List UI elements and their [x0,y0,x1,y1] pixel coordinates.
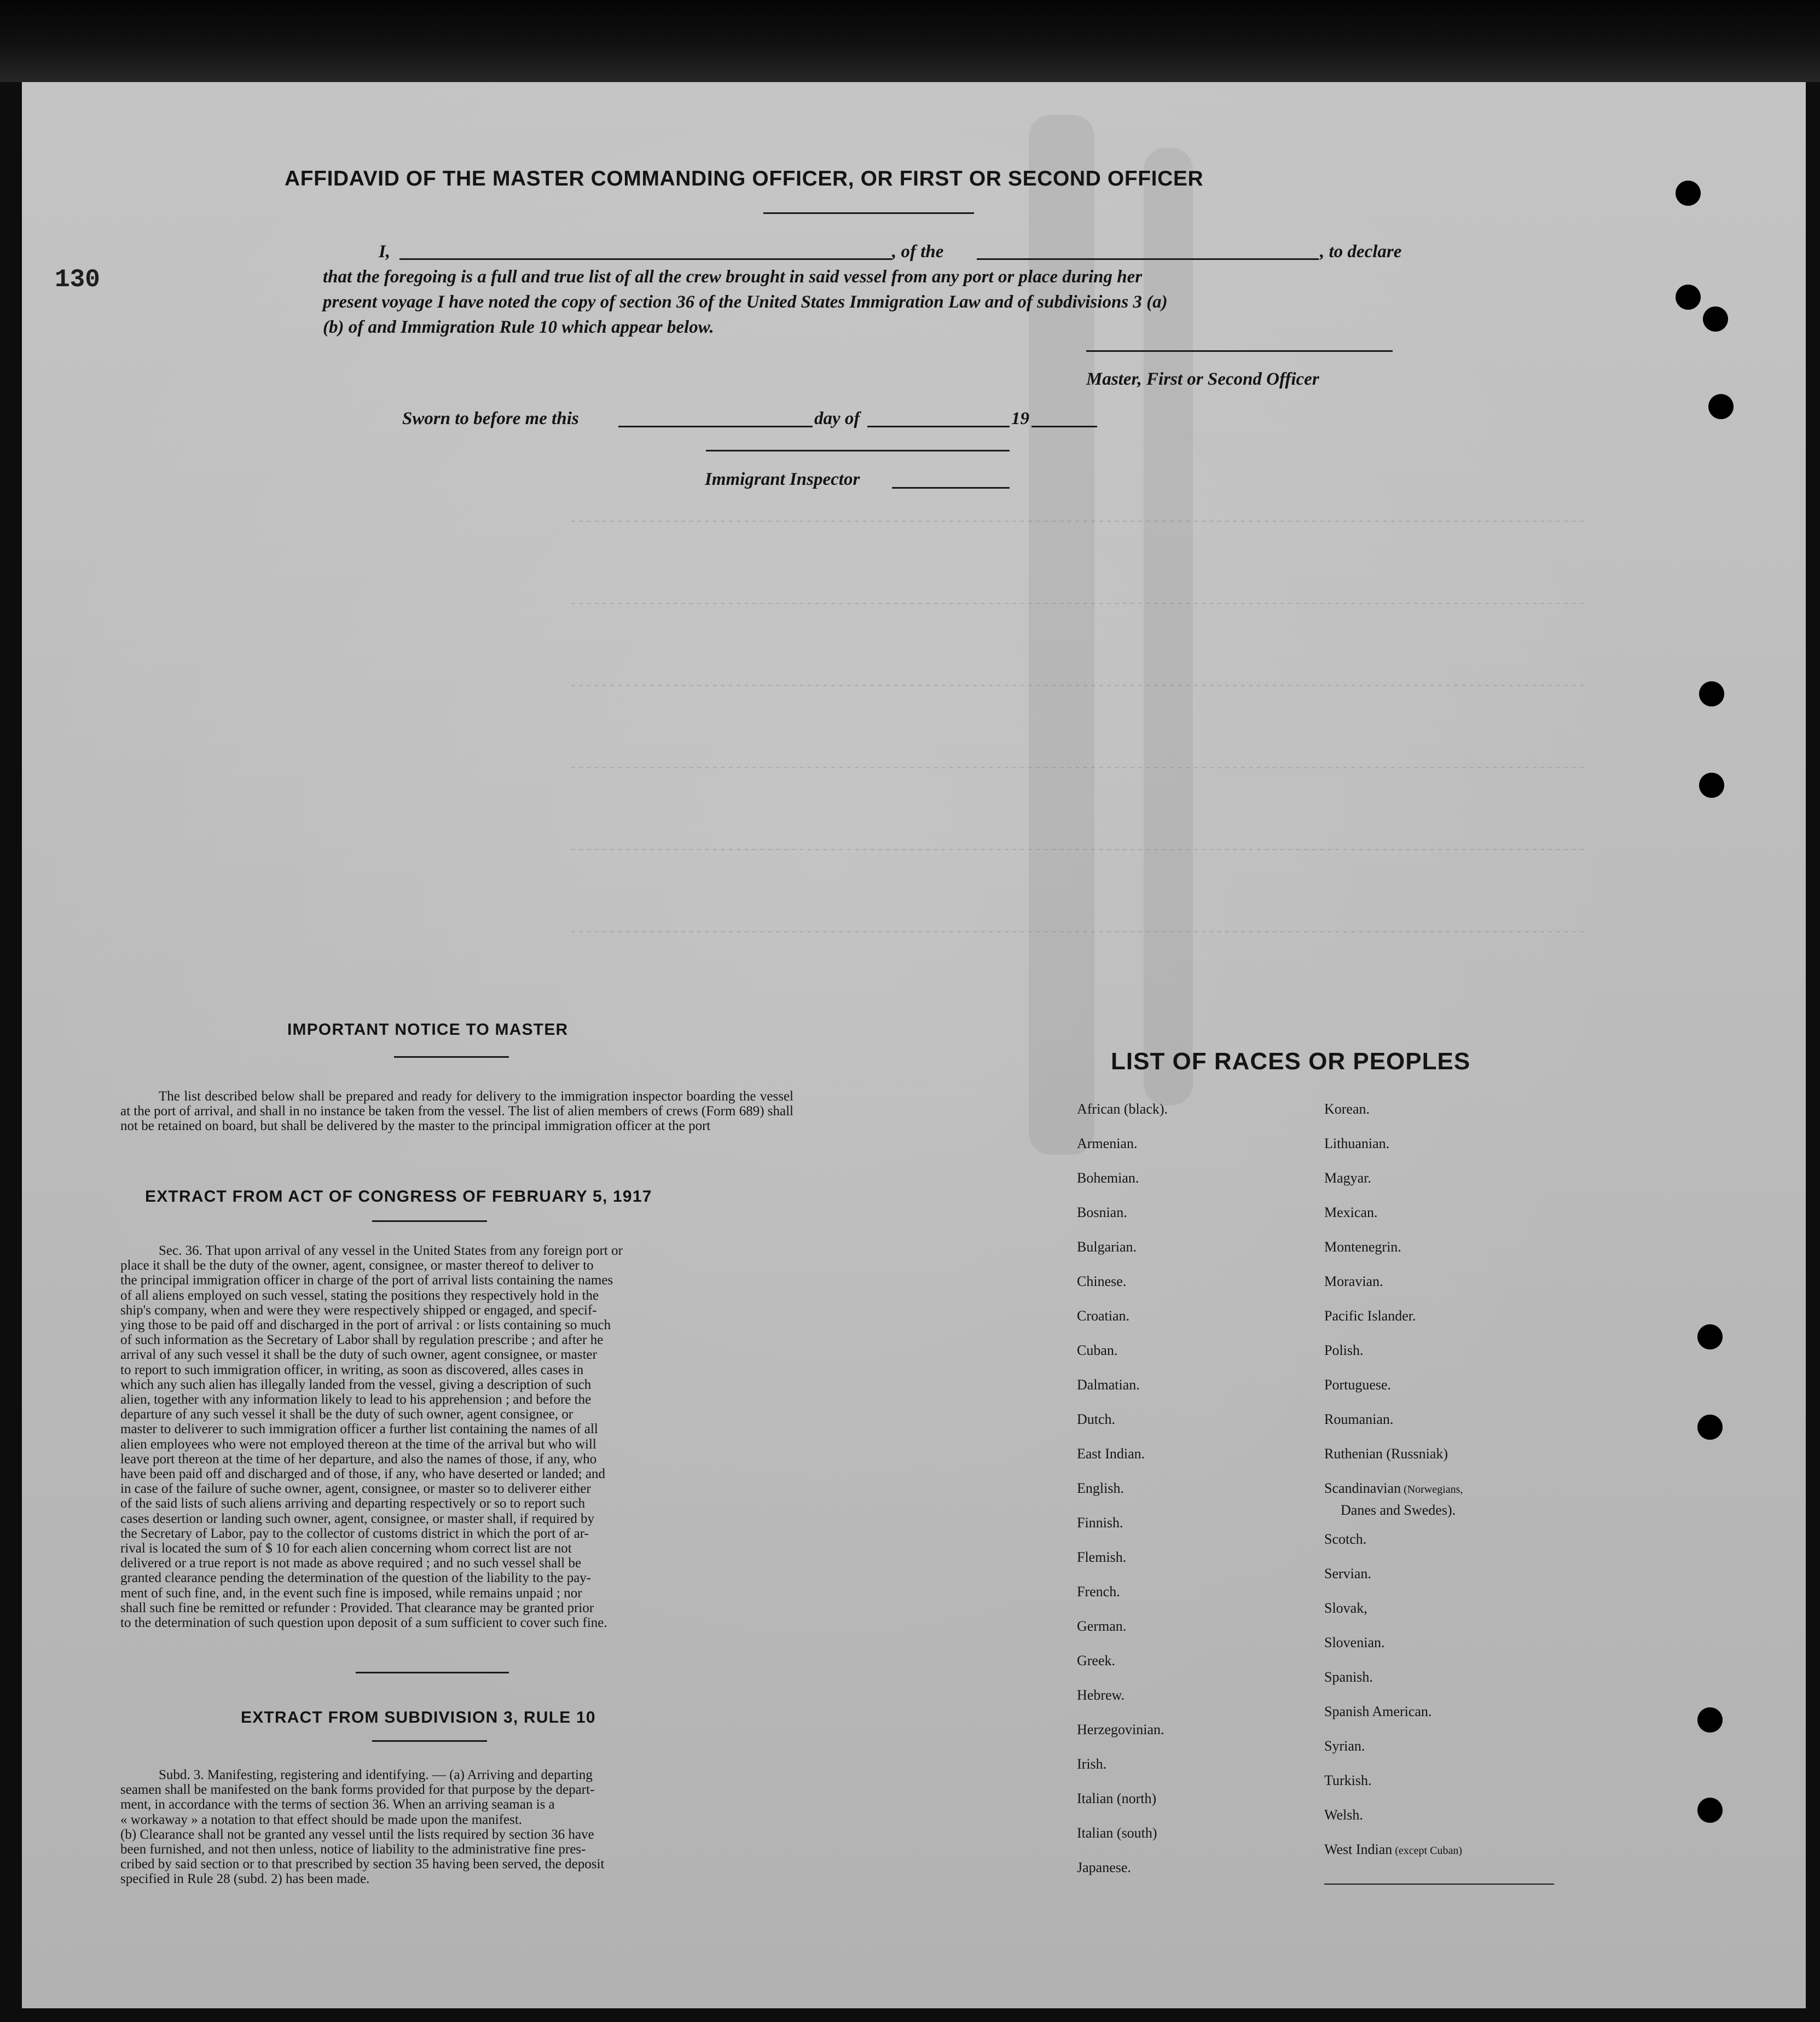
act-line: ment of such fine, and, in the event such fine is imposed, while remains unpaid ; nor [120,1585,582,1601]
act-line: which any such alien has illegally landed from the vessel, giving a description of such [120,1377,592,1392]
race-item-left [1077,1446,1145,1462]
bleed-through-text: --------------------------------------------------------------------------------------------------------------------------------- [569,679,1586,693]
act-line: in case of the failure of suche owner, agent, consignee, or master so to deliverer either [120,1481,591,1497]
affidavit-line-3: present voyage I have noted the copy of section 36 of the United States Immigration Law and of subdivisions 3 (a) [323,292,1168,312]
notice-title: IMPORTANT NOTICE TO MASTER [287,1021,569,1039]
act-line: arrival of any such vessel it shall be the duty of such owner, agent consignee, or master [120,1347,597,1363]
race-name: Bohemian. [1077,1170,1139,1186]
act-line: have been paid off and discharged and of those, if any, who have deserted or landed; and [120,1467,606,1482]
race-name: Moravian. [1324,1273,1383,1289]
rule-line: « workaway » a notation to that effect should be made upon the manifest. [120,1812,523,1827]
act-line: of such information as the Secretary of Labor shall by regulation prescribe ; and after he [120,1332,604,1348]
master-signature-line [1086,350,1393,352]
act-line: departure of any such vessel it shall be the duty of such owner, agent consignee, or [120,1407,573,1422]
race-name: Roumanian. [1324,1411,1394,1427]
affidavit-line-1 [379,242,390,262]
act-line: place it shall be the duty of the owner, agent, consignee, or master thereof to deliver to [120,1258,594,1273]
race-item-right [1324,1531,1366,1548]
race-item-left [1077,1722,1164,1738]
scan-top-edge [0,0,1820,82]
race-item-left [1077,1618,1126,1635]
race-name: African (black). [1077,1101,1168,1117]
bleed-through-band [1144,148,1193,1105]
race-name: Spanish American. [1324,1704,1432,1719]
race-item-right [1324,1566,1371,1582]
race-item-right [1324,1342,1364,1359]
act-line: to the determination of such question upon deposit of a sum sufficient to cover such fine. [120,1615,607,1631]
act-line: shall such fine be remitted or refunder : Provided. That clearance may be granted prior [120,1600,594,1615]
race-item-left [1077,1549,1126,1566]
race-note: (except Cuban) [1392,1845,1462,1857]
act-line: rival is located the sum of $ 10 for each alien concerning whom correct list are not [120,1541,572,1556]
sworn-month-blank [867,426,1010,427]
race-item-left [1077,1204,1127,1221]
race-name: Montenegrin. [1324,1239,1401,1255]
rule-line: been furnished, and not then unless, notice of liability to the administrative fine pres- [120,1842,586,1857]
act-title: EXTRACT FROM ACT OF CONGRESS OF FEBRUARY 5, 1917 [145,1187,652,1206]
race-name: Ruthenian (Russniak) [1324,1446,1448,1462]
race-name: Italian (south) [1077,1825,1157,1841]
race-item-left [1077,1342,1117,1359]
race-item-right [1324,1273,1383,1290]
race-note: (Norwegians, [1401,1484,1463,1496]
act-lines [120,1243,796,1630]
punch-hole [1697,1707,1723,1733]
margin-number: 130 [55,265,100,294]
punch-hole [1703,306,1728,332]
race-name: West Indian [1324,1841,1393,1857]
race-name: German. [1077,1618,1127,1634]
act-line: of the said lists of such aliens arriving and departing respectively or so to report such [120,1496,586,1511]
race-item-right [1324,1635,1385,1651]
act-line: cases desertion or landing such owner, agent, consignee, or master shall, if required by [120,1511,595,1526]
race-item-left [1077,1480,1124,1497]
affidavit-line-4: (b) of and Immigration Rule 10 which appear below. [323,317,714,337]
act-end-rule [356,1672,509,1673]
race-name: Hebrew. [1077,1687,1125,1703]
race-item-left [1077,1239,1137,1255]
race-item-left [1077,1756,1106,1772]
act-line: ying those to be paid off and discharged in the port of arrival : or lists containing so much [120,1318,611,1333]
race-item-right [1324,1446,1448,1462]
race-item-left [1077,1515,1123,1531]
punch-hole [1676,181,1701,206]
act-line: delivered or a true report is not made as above required ; and no such vessel shall be [120,1556,582,1571]
race-name: Slovenian. [1324,1635,1385,1650]
race-item-left [1077,1170,1139,1186]
race-item-right [1324,1480,1463,1497]
bleed-through-text: --------------------------------------------------------------------------------------------------------------------------------- [569,761,1586,775]
affidavit-line1-a: I, [379,242,391,262]
race-name: East Indian. [1077,1446,1145,1462]
punch-hole [1699,681,1724,706]
act-line: granted clearance pending the determination of the question of the liability to the pay- [120,1571,592,1586]
rule-title: EXTRACT FROM SUBDIVISION 3, RULE 10 [241,1708,596,1726]
rule-line: (b) Clearance shall not be granted any vessel until the lists required by section 36 have [120,1827,594,1842]
punch-hole [1697,1798,1723,1823]
sworn-date-blank [618,426,813,427]
race-item-left [1077,1791,1156,1807]
act-line: Sec. 36. That upon arrival of any vessel in the United States from any foreign port or [159,1243,623,1258]
race-name: Croatian. [1077,1308,1130,1324]
races-end-rule [1324,1884,1554,1885]
race-name: Irish. [1077,1756,1107,1772]
act-line: master to deliverer to such immigration officer a further list containing the names of all [120,1422,598,1437]
race-item-right [1324,1204,1377,1221]
act-line: the Secretary of Labor, pay to the collector of customs district in which the port of ar- [120,1526,589,1541]
race-item-left [1077,1308,1129,1324]
sworn-year: 19 [1011,409,1029,428]
race-name: Japanese. [1077,1859,1131,1875]
race-name: Italian (north) [1077,1791,1157,1806]
race-item-right [1324,1841,1462,1858]
rule-line: cribed by said section or to that prescribed by section 35 having been served, the deposit [120,1857,605,1872]
race-item-right [1324,1377,1391,1393]
race-item-left [1077,1377,1140,1393]
race-item-right [1324,1807,1363,1823]
race-item-right [1324,1135,1389,1152]
race-name: Turkish. [1324,1772,1372,1788]
race-name: Slovak, [1324,1600,1367,1616]
race-name: Spanish. [1324,1669,1373,1685]
race-item-left [1077,1859,1131,1876]
race-item-left [1077,1101,1168,1117]
race-name: Polish. [1324,1342,1364,1358]
act-line: to report to such immigration officer, in writing, as soon as discovered, alles cases in [120,1362,584,1377]
vessel-blank [977,258,1319,260]
race-name: Dalmatian. [1077,1377,1140,1393]
race-name: Lithuanian. [1324,1135,1390,1151]
race-name: Magyar. [1324,1170,1371,1186]
race-name: Cuban. [1077,1342,1118,1358]
race-name: Syrian. [1324,1738,1365,1754]
race-name: French. [1077,1584,1120,1600]
race-name: Chinese. [1077,1273,1127,1289]
race-name: Finnish. [1077,1515,1123,1531]
act-text [120,1243,796,1630]
race-item-right [1324,1704,1431,1720]
race-name: Pacific Islander. [1324,1308,1416,1324]
race-item-left [1077,1653,1115,1669]
race-item-right [1324,1101,1370,1117]
punch-hole [1708,394,1734,419]
race-name: Dutch. [1077,1411,1116,1427]
title-underline [763,212,974,214]
affidavit-title: AFFIDAVID OF THE MASTER COMMANDING OFFICER, OR FIRST OR SECOND OFFICER [285,167,1204,190]
race-name: Bulgarian. [1077,1239,1137,1255]
races-title: LIST OF RACES OR PEOPLES [1111,1048,1471,1075]
race-name: Scandinavian [1324,1480,1401,1496]
inspector-name-blank [892,487,1010,489]
act-line: ship's company, when and were they were respectively shipped or engaged, and specif- [120,1302,597,1318]
race-name: English. [1077,1480,1124,1496]
act-underline [372,1220,487,1222]
act-line: alien, together with any information likely to lead to his apprehension ; and before the [120,1392,592,1407]
race-name: Bosnian. [1077,1204,1127,1220]
race-item-right [1324,1738,1365,1754]
race-name: Mexican. [1324,1204,1378,1220]
rule-line: specified in Rule 28 (subd. 2) has been made. [120,1872,370,1887]
race-item-left [1077,1273,1126,1290]
rule-line: seamen shall be manifested on the bank forms provided for that purpose by the depart- [120,1782,595,1798]
sworn-day-of: day of [814,409,860,428]
race-item-right [1324,1772,1371,1789]
race-name: Scotch. [1324,1531,1367,1547]
race-name: Portuguese. [1324,1377,1392,1393]
punch-hole [1676,285,1701,310]
act-line: alien employees who were not employed thereon at the time of the arrival but who will [120,1436,596,1452]
master-signature-label: Master, First or Second Officer [1086,369,1319,389]
bleed-through-text: --------------------------------------------------------------------------------------------------------------------------------- [569,843,1586,858]
race-item-left [1077,1584,1120,1600]
race-item-right [1324,1669,1373,1685]
race-name: Servian. [1324,1566,1371,1581]
name-blank [399,258,892,260]
sworn-year-blank [1031,426,1097,427]
bleed-through-text: --------------------------------------------------------------------------------------------------------------------------------- [569,596,1586,611]
race-item-right [1324,1308,1416,1324]
rule-underline [372,1740,487,1742]
sworn-text: Sworn to before me this [402,409,579,428]
rule-line: Subd. 3. Manifesting, registering and identifying. — (a) Arriving and departing [159,1768,593,1782]
bleed-through-text: --------------------------------------------------------------------------------------------------------------------------------- [569,514,1586,529]
inspector-signature-line [706,450,1010,451]
affidavit-line1-c: , to declare [1320,242,1402,262]
rule-lines [120,1768,796,1887]
race-item-left [1077,1687,1125,1704]
act-line: leave port thereon at the time of her departure, and also the names of those, if any, who [120,1451,597,1467]
punch-hole [1697,1324,1723,1349]
race-item-right [1324,1170,1371,1186]
rule-text [120,1768,796,1887]
punch-hole [1699,773,1724,798]
race-item-right [1324,1239,1401,1255]
race-item-left [1077,1411,1115,1428]
rule-line: ment, in accordance with the terms of section 36. When an arriving seaman is a [120,1797,555,1812]
race-name: Herzegovinian. [1077,1722,1164,1737]
race-name: Welsh. [1324,1807,1363,1823]
bleed-through-text: --------------------------------------------------------------------------------------------------------------------------------- [569,925,1586,940]
notice-text: The list described below shall be prepared and ready for delivery to the immigration inspector boarding the vessel at the port of arrival, and shall in no instance be taken from the vessel. The list of alien members of crews (Form 689) shall not be retained on board, but shall be delivered by the master to the principal immigration officer at the port [120,1089,793,1134]
scandinavian-line2: Danes and Swedes). [1341,1502,1456,1518]
act-line: of all aliens employed on such vessel, stating the positions they respectively hold in the [120,1288,599,1303]
race-item-right [1324,1600,1367,1617]
act-line: the principal immigration officer in charge of the port of arrival lists containing the names [120,1273,613,1288]
inspector-label: Immigrant Inspector [705,470,860,489]
race-name: Greek. [1077,1653,1116,1668]
race-item-left [1077,1135,1137,1152]
race-item-right [1324,1411,1393,1428]
race-name: Korean. [1324,1101,1370,1117]
race-name: Armenian. [1077,1135,1138,1151]
race-item-left [1077,1825,1157,1841]
notice-underline [394,1056,509,1058]
punch-hole [1697,1415,1723,1440]
race-name: Flemish. [1077,1549,1127,1565]
affidavit-line-2: that the foregoing is a full and true list of all the crew brought in said vessel from any port or place during her [323,267,1143,287]
document-page [22,82,1806,2008]
affidavit-line1-b: , of the [892,242,944,262]
